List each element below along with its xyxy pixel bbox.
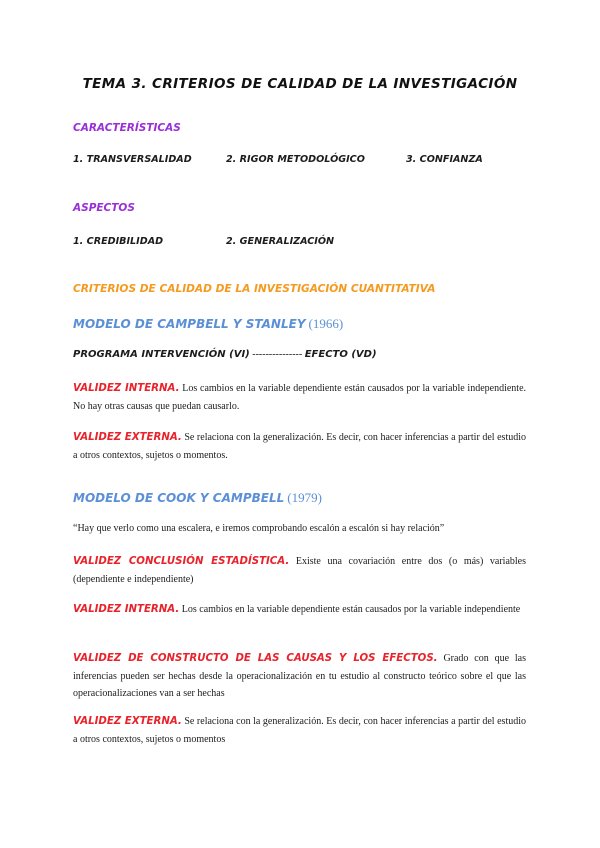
caracteristica-item-2: 2. RIGOR METODOLÓGICO <box>226 154 365 165</box>
programa-dashes: --------------- <box>252 349 303 360</box>
cc-validez-constructo-text: Grado con que las inferencias pueden ser hechas desde la operacionalización en tu estudio al constructo teórico sobre el que las operacionalizaciones van a ser hechas <box>73 653 527 699</box>
caracteristica-item-3: 3. CONFIANZA <box>406 154 483 165</box>
cs-validez-interna-text: Los cambios en la variable dependiente están causados por la variable independiente. No hay otras causas que puedan causarlo. <box>73 383 527 412</box>
cc-validez-externa <box>73 713 526 748</box>
cc-validez-interna-text: Los cambios en la variable dependiente están causados por la variable independiente <box>181 604 521 615</box>
campbell-stanley-year: (1966) <box>308 316 344 331</box>
cc-validez-externa-label: VALIDEZ EXTERNA. <box>73 716 182 727</box>
cook-campbell-title: MODELO DE COOK Y CAMPBELL <box>73 491 285 505</box>
cs-validez-externa-label: VALIDEZ EXTERNA. <box>73 432 182 443</box>
cook-campbell-year: (1979) <box>287 490 322 505</box>
page-title: TEMA 3. CRITERIOS DE CALIDAD DE LA INVESTIGACIÓN <box>82 76 518 92</box>
cook-campbell-heading <box>73 490 322 506</box>
cc-validez-conclusion-label: VALIDEZ CONCLUSIÓN ESTADÍSTICA. <box>73 556 290 567</box>
caracteristica-item-1: 1. TRANSVERSALIDAD <box>73 154 192 165</box>
cs-validez-interna-label: VALIDEZ INTERNA. <box>73 383 180 394</box>
cook-campbell-quote: “Hay que verlo como una escalera, e iremos comprobando escalón a escalón si hay relación” <box>73 523 445 534</box>
campbell-stanley-title: MODELO DE CAMPBELL Y STANLEY <box>73 317 306 331</box>
cc-validez-conclusion <box>73 553 526 588</box>
cc-validez-conclusion-text: Existe una covariación entre dos (o más) variables (dependiente e independiente) <box>73 556 526 585</box>
cs-validez-externa-text: Se relaciona con la generalización. Es decir, con hacer inferencias a partir del estudio a otros contextos, sujetos o momentos. <box>73 432 526 461</box>
programa-right: EFECTO (VD) <box>304 349 377 360</box>
aspectos-heading: ASPECTOS <box>73 202 135 214</box>
caracteristicas-heading: CARACTERÍSTICAS <box>73 122 181 134</box>
aspecto-item-2: 2. GENERALIZACIÓN <box>226 236 335 247</box>
programa-line <box>73 349 377 360</box>
cs-validez-interna <box>73 380 526 415</box>
cc-validez-constructo-label: VALIDEZ DE CONSTRUCTO DE LAS CAUSAS Y LOS EFECTOS. <box>73 653 438 664</box>
cc-validez-interna <box>73 601 526 619</box>
programa-left: PROGRAMA INTERVENCIÓN (VI) <box>73 349 250 360</box>
cuantitativa-heading: CRITERIOS DE CALIDAD DE LA INVESTIGACIÓN CUANTITATIVA <box>73 283 436 295</box>
cc-validez-constructo <box>73 650 526 703</box>
campbell-stanley-heading <box>73 316 343 332</box>
aspecto-item-1: 1. CREDIBILIDAD <box>73 236 164 247</box>
cc-validez-interna-label: VALIDEZ INTERNA. <box>73 604 180 615</box>
cs-validez-externa <box>73 429 526 464</box>
cc-validez-externa-text: Se relaciona con la generalización. Es decir, con hacer inferencias a partir del estudio a otros contextos, sujetos o momentos <box>73 716 526 745</box>
